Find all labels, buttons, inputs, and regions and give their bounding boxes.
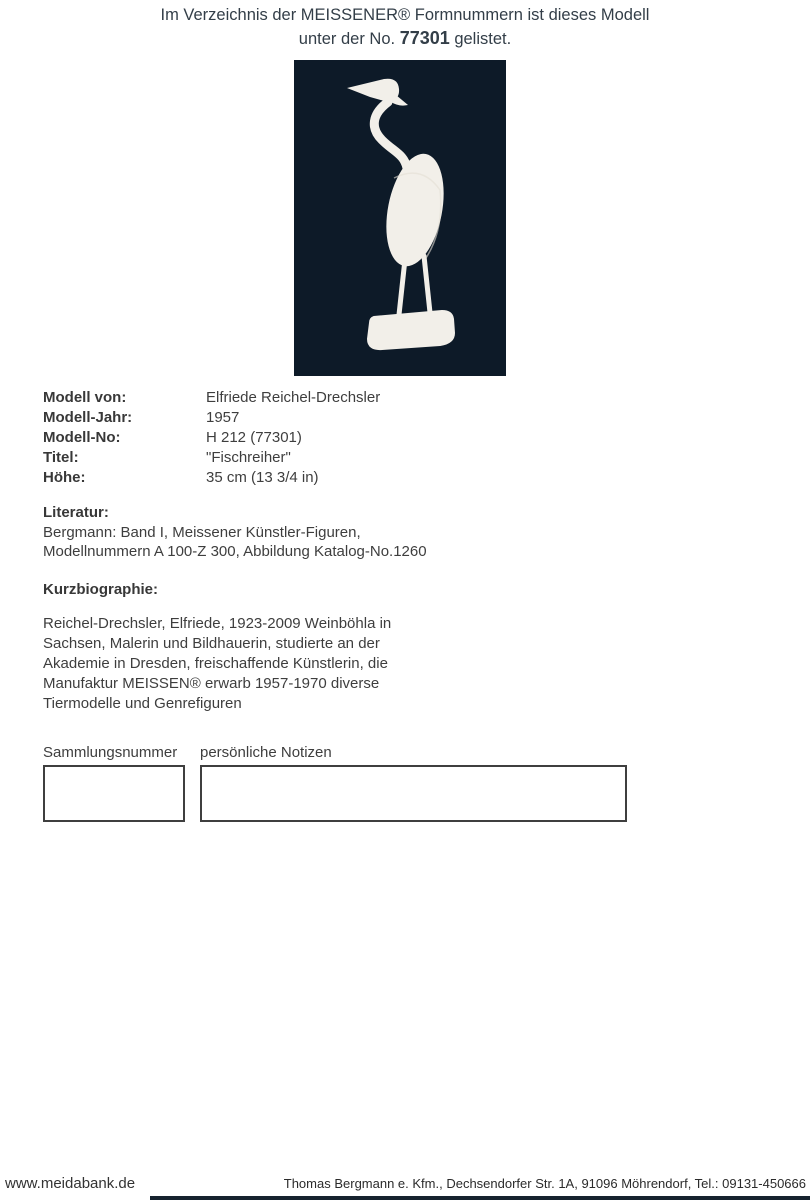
title-line-2: unter der No. 77301 gelistet. xyxy=(298,28,512,48)
notizen-label: persönliche Notizen xyxy=(200,744,332,761)
literatur-line: Modellnummern A 100-Z 300, Abbildung Katalog-No.1260 xyxy=(43,543,427,560)
model-details xyxy=(43,388,380,488)
sammlungsnummer-input[interactable] xyxy=(43,765,185,822)
bottom-bar xyxy=(150,1196,810,1200)
form-labels xyxy=(43,744,332,761)
detail-label: Modell von: xyxy=(43,389,127,406)
detail-row-titel xyxy=(43,448,380,468)
detail-value: 1957 xyxy=(206,409,240,426)
detail-value: H 212 (77301) xyxy=(206,429,302,446)
page-title xyxy=(0,4,810,51)
heron-figurine-image xyxy=(294,60,506,376)
literatur-heading: Literatur: xyxy=(43,504,109,521)
kurzbiographie-line: Tiermodelle und Genrefiguren xyxy=(43,695,242,712)
detail-row-hoehe xyxy=(43,468,380,488)
detail-value: Elfriede Reichel-Drechsler xyxy=(206,389,381,406)
footer xyxy=(0,1175,810,1192)
detail-value: 35 cm (13 3/4 in) xyxy=(206,469,319,486)
title-line-1: Im Verzeichnis der MEISSENER® Formnummern ist dieses Modell xyxy=(160,6,650,24)
form-number: 77301 xyxy=(399,28,450,48)
literatur-section xyxy=(43,503,427,562)
literatur-line: Bergmann: Band I, Meissener Künstler-Figuren, xyxy=(43,523,361,541)
kurzbiographie-line: Manufaktur MEISSEN® erwarb 1957-1970 diverse xyxy=(43,675,380,692)
detail-value: "Fischreiher" xyxy=(206,449,291,466)
detail-label: Titel: xyxy=(43,449,79,466)
detail-row-modell-jahr xyxy=(43,408,380,428)
contact-info: Thomas Bergmann e. Kfm., Dechsendorfer Str. 1A, 91096 Möhrendorf, Tel.: 09131-450666 xyxy=(283,1176,806,1191)
kurzbiographie-heading: Kurzbiographie: xyxy=(43,581,158,598)
form-boxes xyxy=(43,765,627,822)
detail-label: Höhe: xyxy=(43,469,86,486)
kurzbiographie-line: Sachsen, Malerin und Bildhauerin, studierte an der xyxy=(43,635,380,652)
detail-row-modell-von xyxy=(43,388,380,408)
kurzbiographie-text xyxy=(43,614,391,714)
kurzbiographie-line: Reichel-Drechsler, Elfriede, 1923-2009 Weinböhla in xyxy=(43,615,392,632)
detail-label: Modell-No: xyxy=(43,429,121,446)
website-link[interactable]: www.meidabank.de xyxy=(5,1175,136,1192)
kurzbiographie-line: Akademie in Dresden, freischaffende Künstlerin, die xyxy=(43,655,388,672)
sammlungsnummer-label: Sammlungsnummer xyxy=(43,744,178,761)
detail-label: Modell-Jahr: xyxy=(43,409,133,426)
notizen-input[interactable] xyxy=(200,765,627,822)
detail-row-modell-no xyxy=(43,428,380,448)
